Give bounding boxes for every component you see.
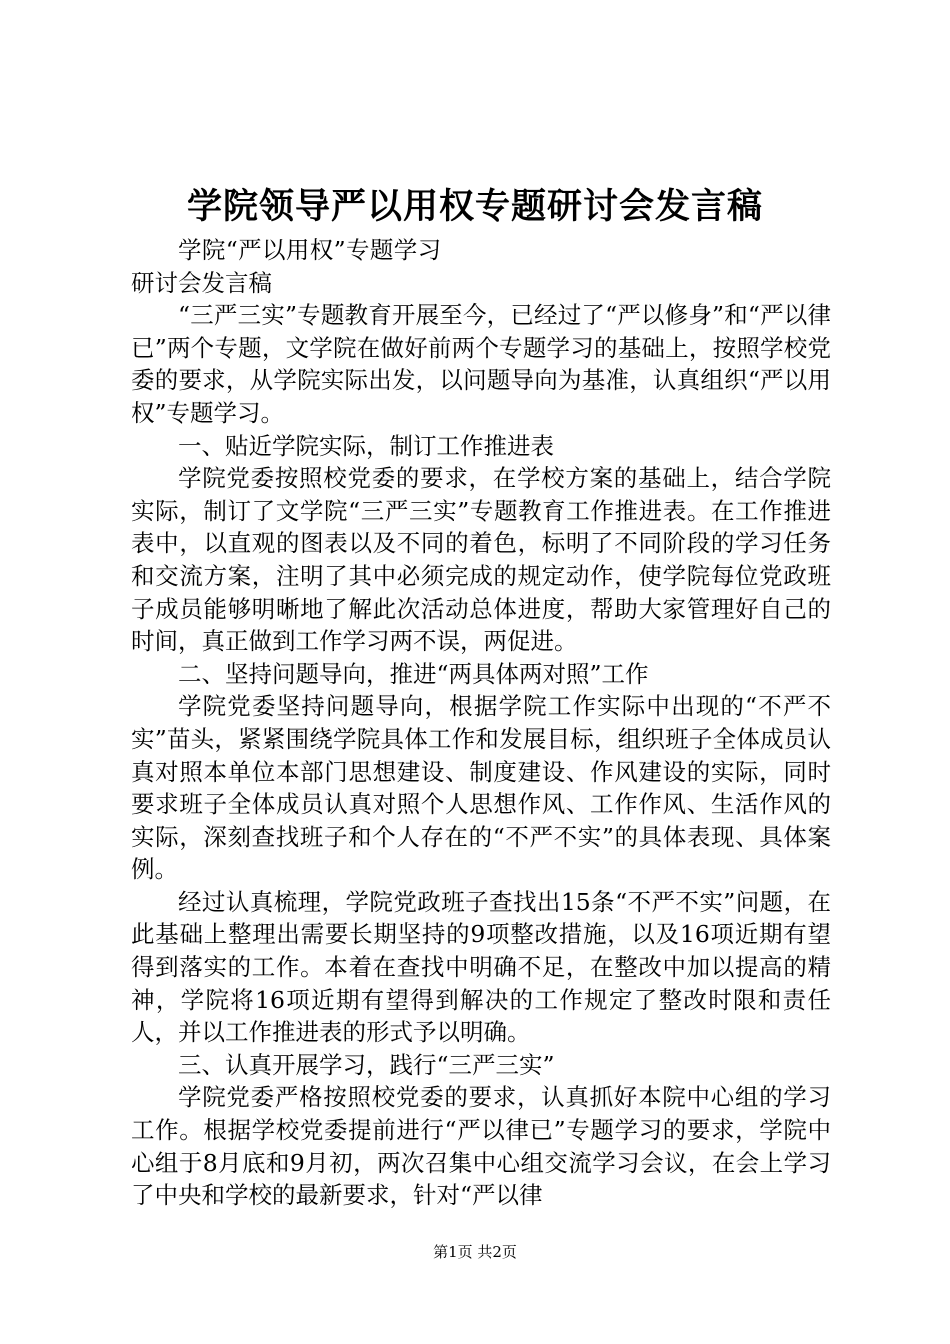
paragraph-section-2b: 经过认真梳理，学院党政班子查找出15条“不严不实”问题，在此基础上整理出需要长期坚持的9项整改措施，以及16项近期有望得到落实的工作。本着在查找中明确不足，在整改中加以提高的精神，学院将16项近期有望得到解决的工作规定了整改时限和责任人，并以工作推进表的形式予以明确。 — [131, 887, 831, 1047]
document-body — [131, 234, 831, 1212]
section-heading-2: 二、坚持问题导向，推进“两具体两对照”工作 — [178, 659, 649, 688]
page-number-footer: 第1页 共2页 — [433, 1243, 517, 1261]
paragraph-section-3: 学院党委严格按照校党委的要求，认真抓好本院中心组的学习工作。根据学校党委提前进行“严以律已”专题学习的要求，学院中心组于8月底和9月初，两次召集中心组交流学习会议，在会上学习了中央和学校的最新要求，针对“严以律 — [131, 1083, 831, 1210]
paragraph-intro: “三严三实”专题教育开展至今，已经过了“严以修身”和“严以律已”两个专题，文学院在做好前两个专题学习的基础上，按照学校党委的要求，从学院实际出发，以问题导向为基准，认真组织“严以用权”专题学习。 — [131, 301, 831, 427]
paragraph-section-2a: 学院党委坚持问题导向，根据学院工作实际中出现的“不严不实”苗头，紧紧围绕学院具体工作和发展目标，组织班子全体成员认真对照本单位本部门思想建设、制度建设、作风建设的实际，同时要求班子全体成员认真对照个人思想作风、工作作风、生活作风的实际，深刻查找班子和个人存在的“不严不实”的具体表现、具体案例。 — [131, 692, 831, 884]
document-title: 学院领导严以用权专题研讨会发言稿 — [186, 186, 763, 227]
paragraph-section-1: 学院党委按照校党委的要求，在学校方案的基础上，结合学院实际，制订了文学院“三严三实”专题教育工作推进表。在工作推进表中，以直观的图表以及不同的着色，标明了不同阶段的学习任务和交流方案，注明了其中必须完成的规定动作，使学院每位党政班子成员能够明晰地了解此次活动总体进度，帮助大家管理好自己的时间，真正做到工作学习两不误，两促进。 — [131, 464, 831, 656]
section-heading-1: 一、贴近学院实际，制订工作推进表 — [178, 431, 554, 460]
section-heading-3: 三、认真开展学习，践行“三严三实” — [178, 1050, 555, 1079]
document-subtitle: 学院“严以用权”专题学习研讨会发言稿 — [131, 236, 442, 297]
